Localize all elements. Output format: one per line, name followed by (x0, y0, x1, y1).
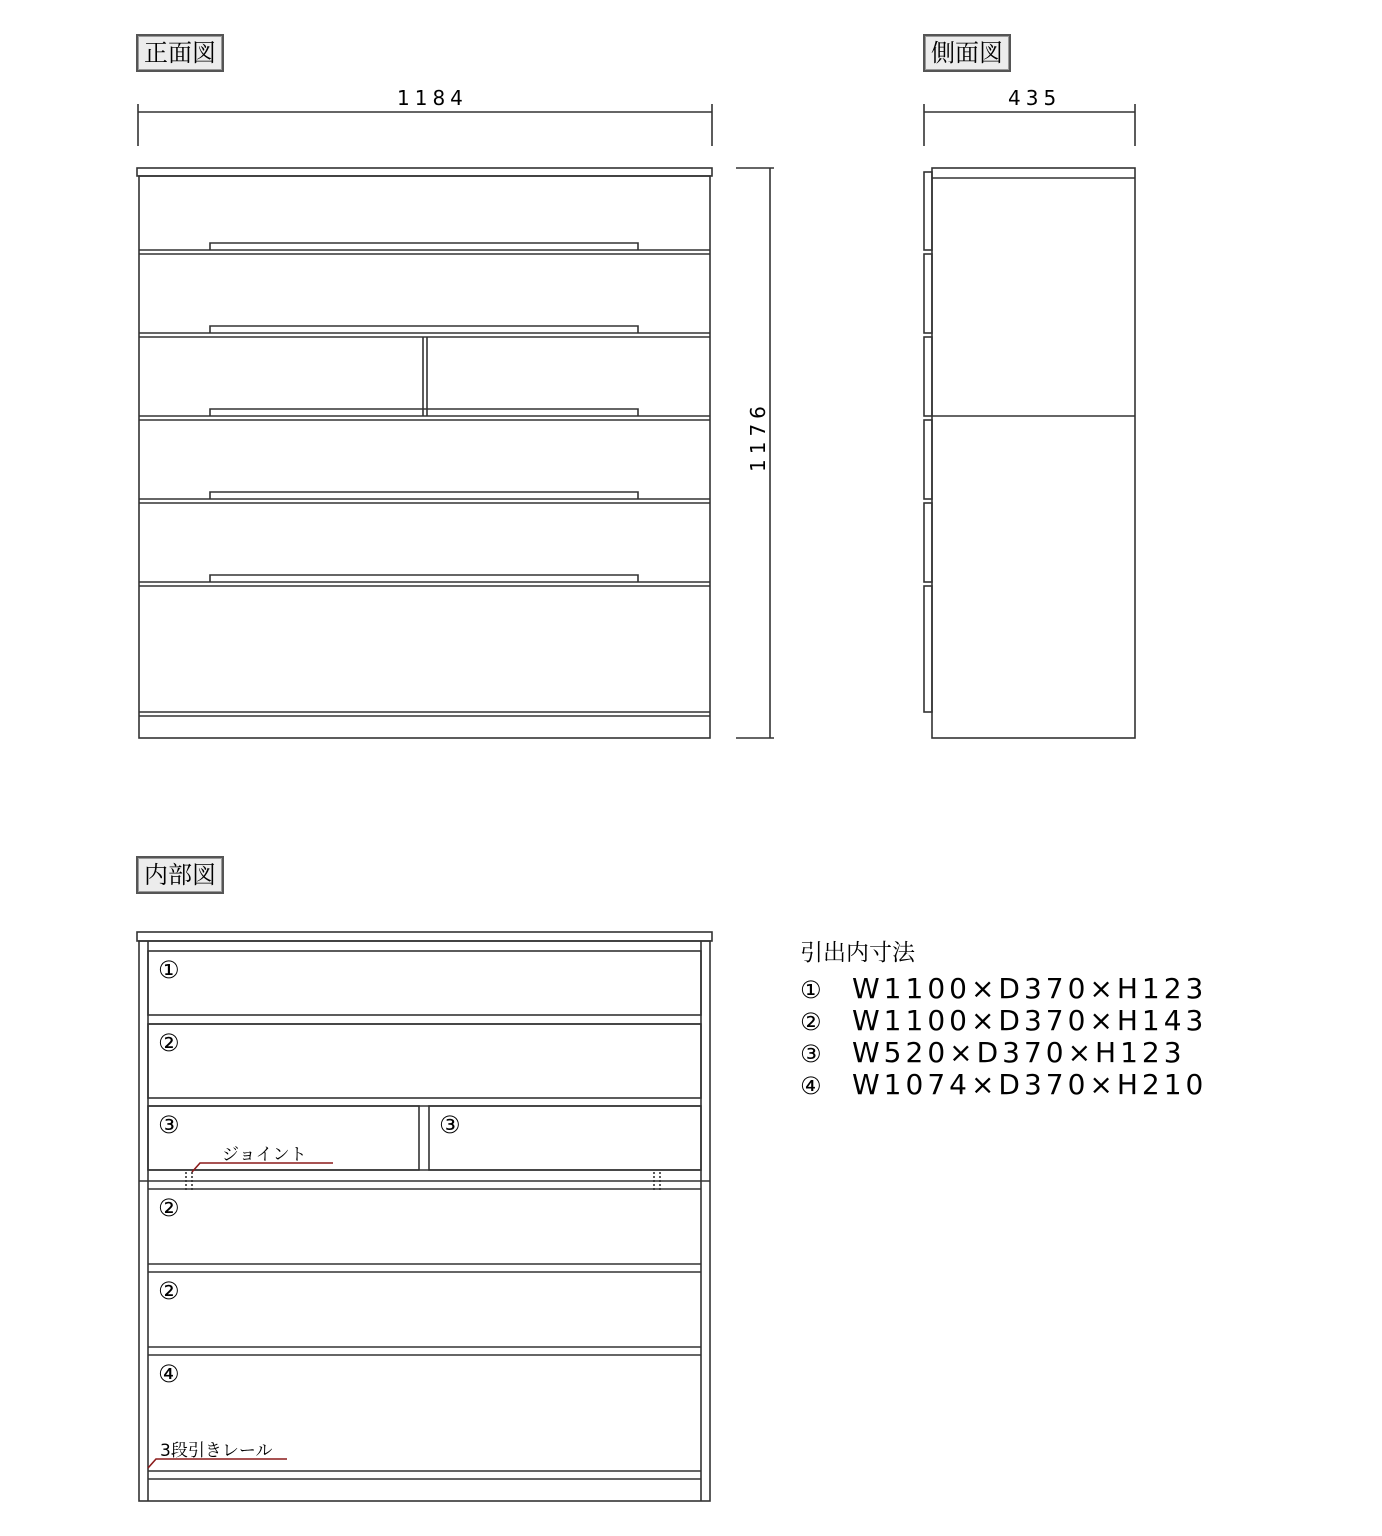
interior-marker-6: ④ (158, 1360, 180, 1388)
side-view-drawing (924, 104, 1135, 738)
rail-label: 3段引きレール (160, 1441, 273, 1461)
width-dimension: 1184 (397, 86, 468, 110)
height-dimension: 1176 (746, 401, 770, 472)
spec-id: ① (800, 976, 822, 1004)
interior-marker-3-left: ③ (158, 1111, 180, 1139)
interior-marker-3-right: ③ (439, 1111, 461, 1139)
interior-view-drawing (137, 932, 712, 1501)
interior-marker-4: ② (158, 1194, 180, 1222)
spec-title: 引出内寸法 (800, 940, 915, 966)
front-view-drawing (137, 104, 774, 738)
spec-value: W1100×D370×H123 (852, 972, 1208, 1005)
spec-id: ② (800, 1008, 822, 1036)
spec-row (800, 1068, 1207, 1101)
interior-marker-1: ① (158, 956, 180, 984)
spec-value: W1074×D370×H210 (852, 1068, 1208, 1101)
spec-row (800, 1004, 1207, 1037)
interior-marker-2: ② (158, 1029, 180, 1057)
spec-row (800, 972, 1207, 1005)
joint-label: ジョイント (222, 1145, 307, 1165)
interior-marker-5: ② (158, 1277, 180, 1305)
spec-value: W520×D370×H123 (852, 1036, 1186, 1069)
front-view-label: 正面図 (136, 34, 224, 72)
spec-value: W1100×D370×H143 (852, 1004, 1208, 1037)
side-view-label: 側面図 (923, 34, 1011, 72)
spec-id: ④ (800, 1072, 822, 1100)
interior-view-label: 内部図 (136, 856, 224, 894)
spec-id: ③ (800, 1040, 822, 1068)
spec-row (800, 1036, 1186, 1069)
depth-dimension: 435 (1008, 86, 1062, 110)
